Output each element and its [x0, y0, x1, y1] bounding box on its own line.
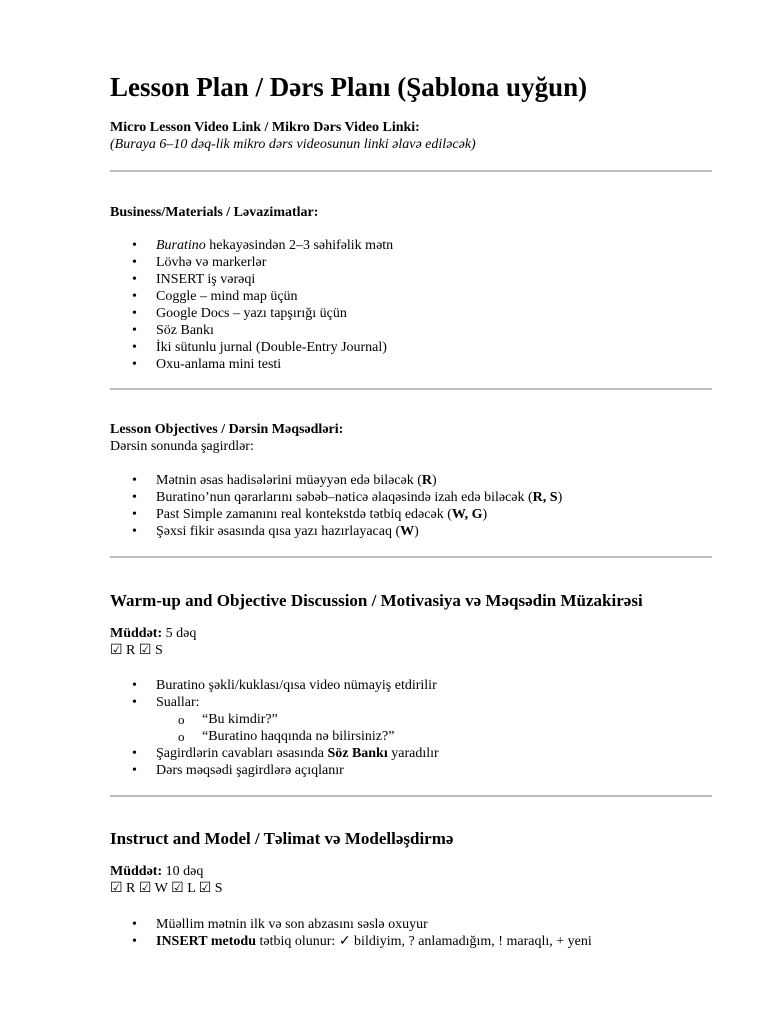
list-item	[110, 506, 562, 523]
duration-label: Müddət:	[110, 626, 163, 641]
divider	[110, 556, 712, 558]
list-item: • Söz Bankı	[110, 322, 393, 339]
objective-text: Şəxsi fikir əsasında qısa yazı hazırlayacaq (	[156, 524, 401, 539]
skill-tag: R, S	[532, 490, 558, 505]
video-link-note: (Buraya 6–10 dəq-lik mikro dərs videosunun linki əlavə ediləcək)	[110, 137, 476, 152]
list-item: • Oxu-anlama mini testi	[110, 356, 393, 373]
objectives-intro: Dərsin sonunda şagirdlər:	[110, 439, 254, 454]
materials-heading: Business/Materials / Ləvazimatlar:	[110, 205, 319, 220]
materials-list	[110, 237, 393, 373]
divider	[110, 170, 712, 172]
divider	[110, 795, 712, 797]
list-item	[110, 472, 562, 489]
list-item: • Suallar:	[110, 694, 439, 711]
skill-tag: W	[400, 524, 415, 539]
video-link-heading: Micro Lesson Video Link / Mikro Dərs Video Linki:	[110, 120, 420, 135]
instruct-heading: Instruct and Model / Təlimat və Modelləşdirmə	[110, 829, 454, 848]
duration-label: Müddət:	[110, 864, 163, 879]
list-item: • İki sütunlu jurnal (Double-Entry Journal)	[110, 339, 393, 356]
list-item-text: hekayəsindən 2–3 səhifəlik mətn	[205, 238, 394, 253]
objectives-list	[110, 472, 562, 540]
instruct-duration	[110, 864, 203, 881]
sub-list-item: o “Buratino haqqında nə bilirsiniz?”	[110, 728, 439, 745]
list-item: • INSERT iş vərəqi	[110, 271, 393, 288]
warmup-list	[110, 677, 439, 779]
method-name: INSERT metodu	[156, 934, 256, 949]
objective-text: Buratino’nun qərarlarını səbəb–nəticə əlaqəsində izah edə biləcək (	[156, 490, 533, 505]
skill-tag: W, G	[451, 507, 483, 522]
list-item: • Lövhə və markerlər	[110, 254, 393, 271]
warmup-heading: Warm-up and Objective Discussion / Motivasiya və Məqsədin Müzakirəsi	[110, 591, 643, 610]
list-item: • Google Docs – yazı tapşırığı üçün	[110, 305, 393, 322]
duration-value: 10 dəq	[162, 864, 204, 879]
objective-close: )	[414, 524, 419, 539]
list-item-text: tətbiq olunur: ✓ bildiyim, ? anlamadığım, ! maraqlı, + yeni	[256, 934, 592, 949]
objective-text: Past Simple zamanını real kontekstdə tətbiq edəcək (	[156, 507, 452, 522]
instruct-list	[110, 916, 592, 950]
objective-close: )	[432, 473, 437, 488]
duration-value: 5 dəq	[162, 626, 197, 641]
list-item	[110, 933, 592, 950]
skill-tag: R	[421, 473, 433, 488]
list-item	[110, 489, 562, 506]
list-item-text: yaradılır	[387, 746, 439, 761]
instruct-skills: ☑ R ☑ W ☑ L ☑ S	[110, 881, 223, 896]
list-item: • Dərs məqsədi şagirdlərə açıqlanır	[110, 762, 439, 779]
list-item	[110, 745, 439, 762]
list-item-text: Şagirdlərin cavabları əsasında	[156, 746, 328, 761]
list-item	[110, 237, 393, 254]
story-title: Buratino	[156, 238, 206, 253]
list-item: • Coggle – mind map üçün	[110, 288, 393, 305]
page-title: Lesson Plan / Dərs Planı (Şablona uyğun)	[110, 72, 588, 102]
objective-text: Mətnin əsas hadisələrini müəyyən edə biləcək (	[156, 473, 422, 488]
list-item	[110, 523, 562, 540]
objective-close: )	[482, 507, 488, 522]
warmup-duration	[110, 626, 196, 643]
list-item: • Müəllim mətnin ilk və son abzasını səslə oxuyur	[110, 916, 592, 933]
warmup-skills: ☑ R ☑ S	[110, 643, 163, 658]
objectives-heading: Lesson Objectives / Dərsin Məqsədləri:	[110, 422, 344, 437]
word-bank-term: Söz Bankı	[327, 746, 388, 761]
divider	[110, 388, 712, 390]
sub-list-item: o “Bu kimdir?”	[110, 711, 439, 728]
list-item: • Buratino şəkli/kuklası/qısa video nümayiş etdirilir	[110, 677, 439, 694]
objective-close: )	[557, 490, 563, 505]
